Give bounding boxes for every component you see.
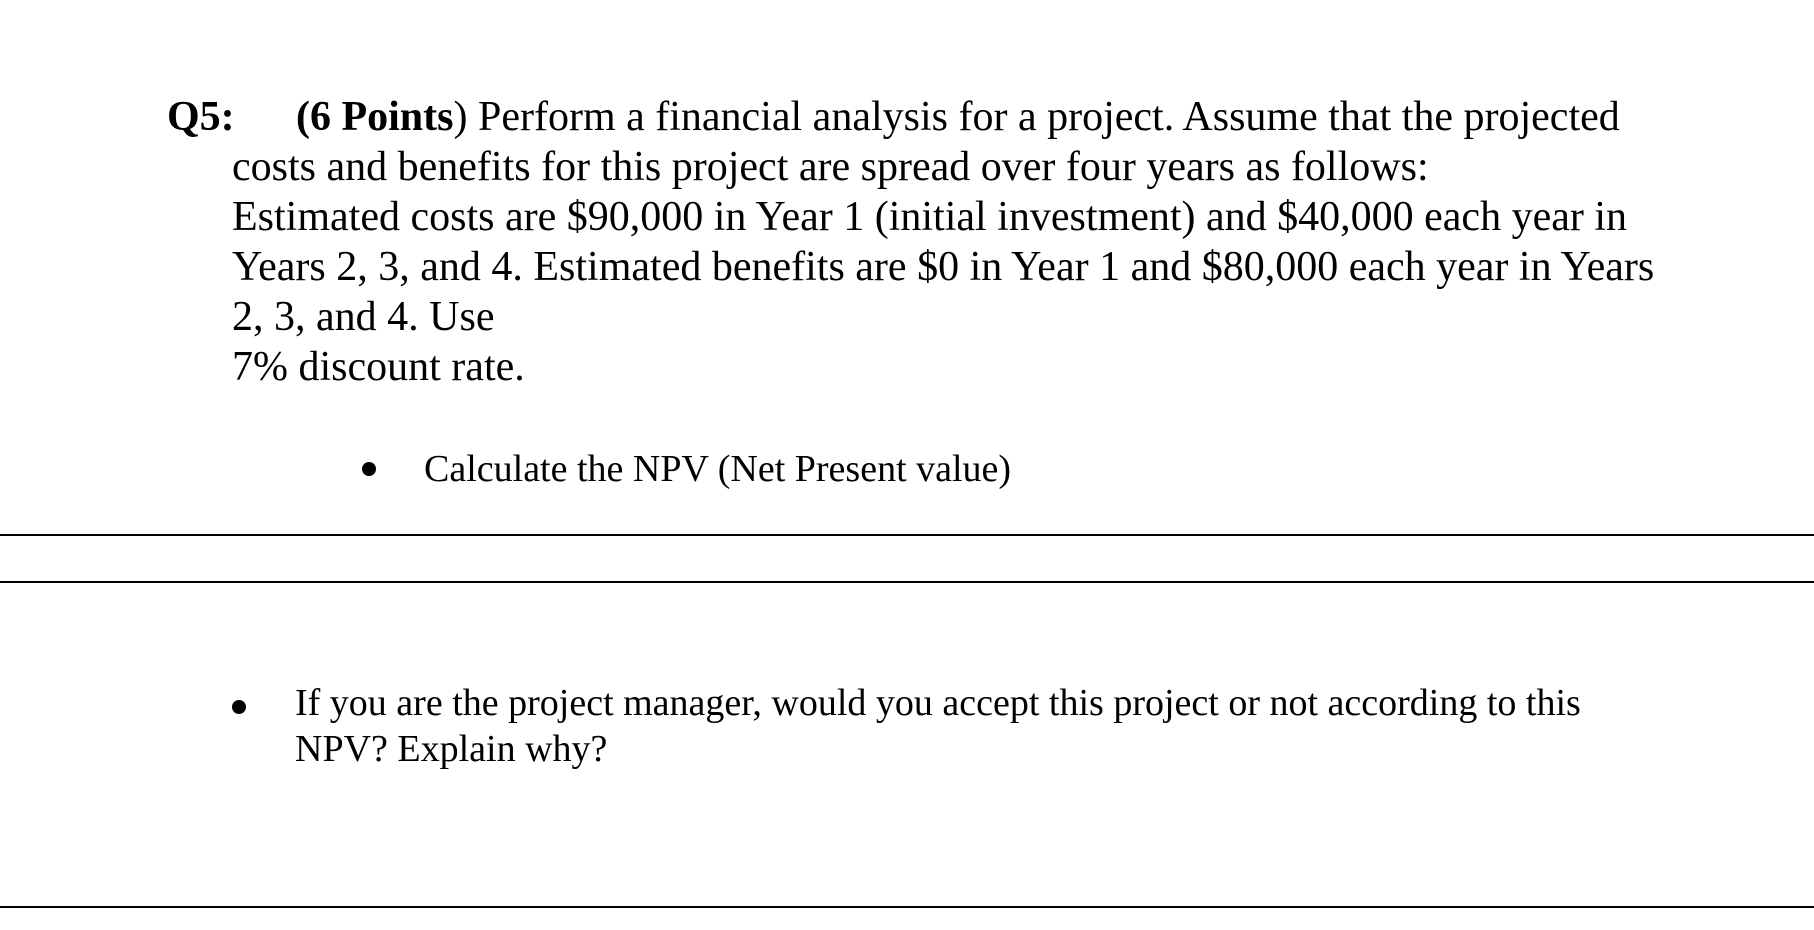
question-body-line: costs and benefits for this project are spread over four years as follows: [232,144,1429,190]
question-body-line: Years 2, 3, and 4. Estimated benefits are $0 in Year 1 and $80,000 each year in Years [232,244,1655,290]
question-intro-text: ) Perform a financial analysis for a project. Assume that the projected [453,94,1620,140]
question-intro [296,92,1620,142]
bullet-text-line: If you are the project manager, would you accept this project or not according to this [295,682,1581,724]
question-body-line: 7% discount rate. [232,344,525,390]
question-body-line: Estimated costs are $90,000 in Year 1 (initial investment) and $40,000 each year in [232,194,1628,240]
question-body-line: 2, 3, and 4. Use [232,294,495,340]
question-body [232,142,1792,392]
bullet-dot-icon [232,700,246,714]
question-points: (6 Points [296,94,454,140]
answer-line [0,906,1814,908]
answer-line [0,581,1814,583]
bullet-dot-icon [362,462,376,476]
question-label: Q5: [167,94,235,140]
bullet-text: Calculate the NPV (Net Present value) [424,448,1012,490]
bullet-text [295,680,1581,772]
answer-line [0,534,1814,536]
bullet-text-line: NPV? Explain why? [295,728,608,770]
